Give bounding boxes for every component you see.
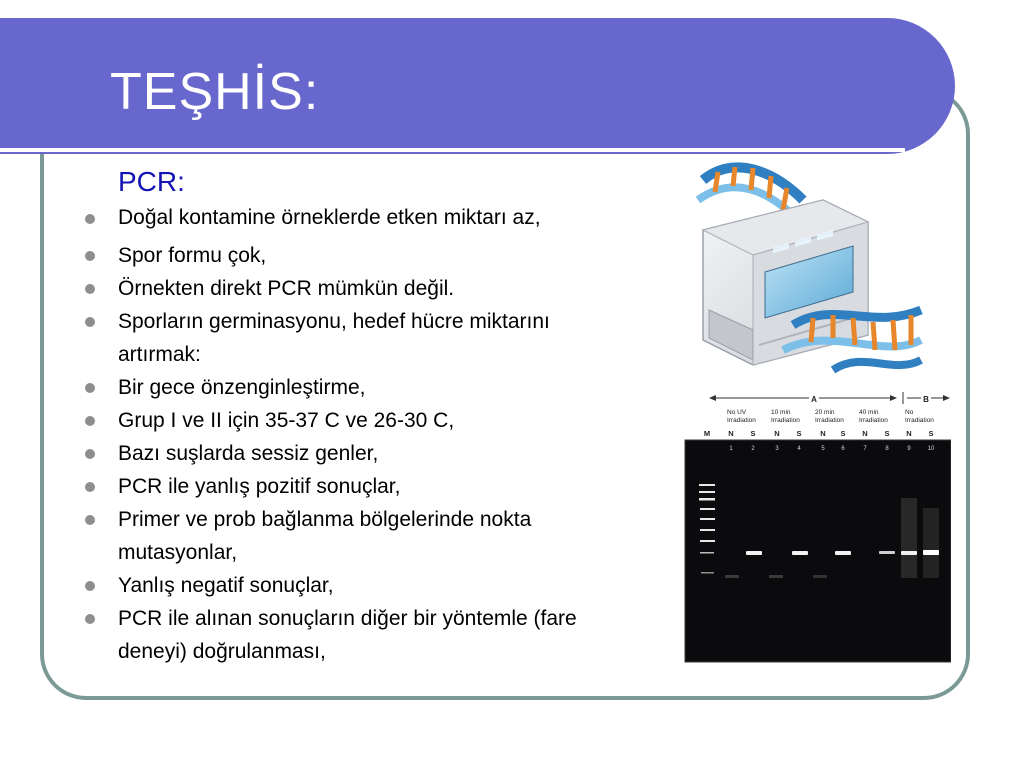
bullet-item: Doğal kontamine örneklerde etken miktarı az, [80,206,604,229]
gel-lane-number: 9 [907,446,911,452]
gel-condition-label: Irradiation [859,417,888,424]
bullet-item: Primer ve prob bağlanma bölgelerinde nokta mutasyonlar, [80,503,604,569]
bullet-item: Spor formu çok, [80,239,604,272]
gel-lane-number: 10 [927,446,935,452]
bullet-item: PCR ile yanlış pozitif sonuçlar, [80,470,604,503]
section-subtitle: PCR: [118,166,185,197]
bullet-item: Grup I ve II için 35-37 C ve 26-30 C, [80,404,604,437]
gel-lane-number: 7 [863,446,867,452]
gel-condition-label: No UV [727,409,747,416]
gel-lane-type: S [884,429,890,438]
gel-lane-type: N [862,429,868,438]
gel-lane-type: N [906,429,912,438]
gel-condition-label: Irradiation [815,417,844,424]
gel-lane-type: N [728,429,734,438]
gel-condition-label: Irradiation [905,417,934,424]
bullet-item: Yanlış negatif sonuçlar, [80,569,604,602]
gel-lane-type: S [796,429,802,438]
gel-lane-type: N [774,429,780,438]
gel-lane-number: 3 [775,446,779,452]
gel-lane-number: 5 [821,446,825,452]
gel-lane-number: 4 [797,446,801,452]
gel-lane-type: M [703,429,711,438]
slide-title: TEŞHİS: [110,63,320,121]
gel-lane-number: 8 [885,446,889,452]
gel-lane-type: S [840,429,846,438]
bullet-list [80,202,604,668]
group-b-label: B [923,395,929,404]
bullet-item: Örnekten direkt PCR mümkün değil. [80,272,604,305]
gel-condition-label: No [905,409,914,416]
gel-lane-type: S [750,429,756,438]
title-underline [0,148,905,152]
gel-lane-number: 1 [729,446,733,452]
gel-condition-label: 10 min [771,409,791,416]
dna-helix-bottom [783,310,921,370]
gel-electrophoresis-image [683,388,951,664]
bullet-item: PCR ile alınan sonuçların diğer bir yöntemle (fare deneyi) doğrulanması, [80,602,604,668]
gel-condition-label: 40 min [859,409,879,416]
gel-lane-number: 2 [751,446,755,452]
bullet-item: Bir gece önzenginleştirme, [80,371,604,404]
gel-lane-type: S [928,429,934,438]
gel-lane-type: N [820,429,826,438]
gel-condition-label: 20 min [815,409,835,416]
pcr-machine-image [673,160,923,392]
gel-condition-label: Irradiation [771,417,800,424]
group-a-label: A [811,395,817,404]
bullet-item: Sporların germinasyonu, hedef hücre miktarını artırmak: [80,305,604,371]
gel-condition-label: Irradiation [727,417,756,424]
bullet-item: Bazı suşlarda sessiz genler, [80,437,604,470]
gel-lane-number: 6 [841,446,845,452]
title-bar [0,18,955,154]
